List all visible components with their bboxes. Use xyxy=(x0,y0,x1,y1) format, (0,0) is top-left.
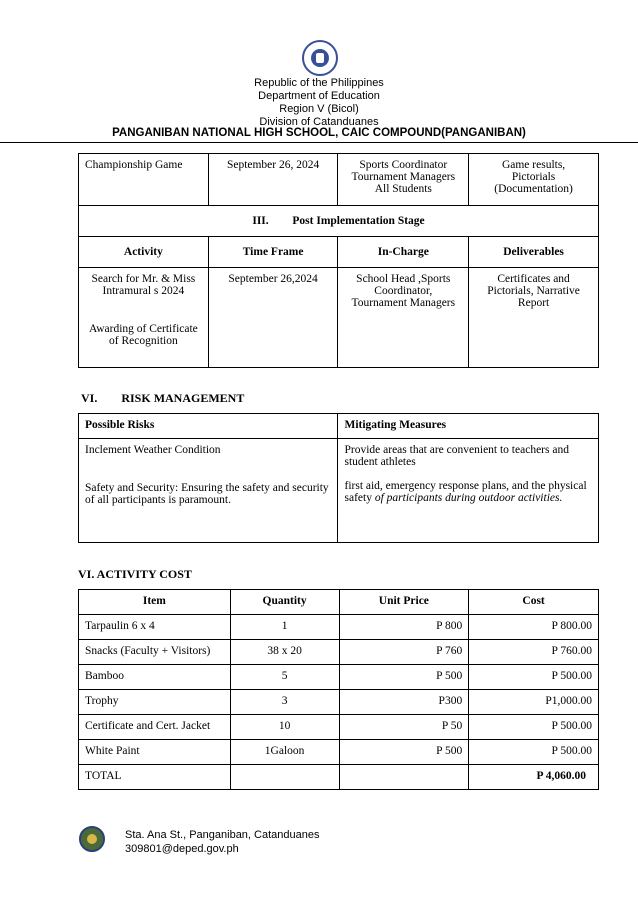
post-time: September 26,2024 xyxy=(208,268,338,368)
table-header-row xyxy=(79,237,599,268)
incharge-line: All Students xyxy=(374,183,432,195)
incharge-line: School Head ,Sports xyxy=(356,273,451,285)
cell-unit-price: P 500 xyxy=(339,740,469,765)
col-time-frame: Time Frame xyxy=(208,237,338,268)
header-divider xyxy=(0,142,638,143)
col-cost: Cost xyxy=(469,590,599,615)
cell-item: Certificate and Cert. Jacket xyxy=(79,715,231,740)
stage-heading xyxy=(79,206,599,237)
activity-line: Awarding of Certificate xyxy=(88,323,198,335)
measures-cell xyxy=(338,439,599,543)
table-row xyxy=(79,439,599,543)
cell-unit-price: P 500 xyxy=(339,665,469,690)
col-possible-risks: Possible Risks xyxy=(79,414,338,439)
table-row xyxy=(79,640,599,665)
table-row xyxy=(79,268,599,368)
cell-item: Tarpaulin 6 x 4 xyxy=(79,615,231,640)
cell-cost: P1,000.00 xyxy=(469,690,599,715)
incharge-line: Tournament Managers xyxy=(351,297,456,309)
col-deliverables: Deliverables xyxy=(469,237,599,268)
championship-deliverables xyxy=(469,154,599,206)
stage-title: Post Implementation Stage xyxy=(292,215,425,227)
col-unit-price: Unit Price xyxy=(339,590,469,615)
post-incharge xyxy=(338,268,469,368)
activity-line: Search for Mr. & Miss xyxy=(91,273,196,285)
cell-quantity: 5 xyxy=(230,665,339,690)
empty-cell xyxy=(230,765,339,790)
table-header-row xyxy=(79,590,599,615)
total-label: TOTAL xyxy=(79,765,231,790)
table-row xyxy=(79,154,599,206)
risk-item: Inclement Weather Condition xyxy=(85,444,221,456)
cell-item: Trophy xyxy=(79,690,231,715)
school-name: PANGANIBAN NATIONAL HIGH SCHOOL, CAIC COMPOUND(PANGANIBAN) xyxy=(112,127,526,139)
deped-seal-icon xyxy=(302,40,338,76)
table-row xyxy=(79,615,599,640)
cell-cost: P 800.00 xyxy=(469,615,599,640)
cell-item: Bamboo xyxy=(79,665,231,690)
table-header-row xyxy=(79,414,599,439)
cost-heading: VI. ACTIVITY COST xyxy=(78,567,192,581)
footer-address: Sta. Ana St., Panganiban, Catanduanes xyxy=(125,829,320,841)
championship-activity: Championship Game xyxy=(79,154,209,206)
risks-cell xyxy=(79,439,338,543)
stage-row xyxy=(79,206,599,237)
col-activity: Activity xyxy=(79,237,209,268)
header-line-division: Division of Catanduanes xyxy=(259,116,379,128)
risk-number: VI. xyxy=(81,391,98,405)
measure-text-italic: of participants during outdoor activities. xyxy=(374,492,563,504)
table-row xyxy=(79,690,599,715)
empty-cell xyxy=(339,765,469,790)
cell-quantity: 3 xyxy=(230,690,339,715)
deliverable-line: (Documentation) xyxy=(494,183,573,195)
deliverable-line: Pictorials xyxy=(511,171,556,183)
cell-quantity: 10 xyxy=(230,715,339,740)
table-row xyxy=(79,715,599,740)
cell-item: Snacks (Faculty + Visitors) xyxy=(79,640,231,665)
cell-cost: P 500.00 xyxy=(469,715,599,740)
measure-item xyxy=(344,480,592,504)
deliverable-line: Report xyxy=(517,297,550,309)
col-quantity: Quantity xyxy=(230,590,339,615)
cell-unit-price: P 50 xyxy=(339,715,469,740)
total-value: P 4,060.00 xyxy=(469,765,599,790)
risk-heading xyxy=(81,391,244,406)
schedule-table xyxy=(78,153,599,368)
header-line-republic: Republic of the Philippines xyxy=(254,77,384,89)
risk-title: RISK MANAGEMENT xyxy=(121,391,245,405)
total-row xyxy=(79,765,599,790)
championship-time: September 26, 2024 xyxy=(208,154,338,206)
championship-incharge xyxy=(338,154,469,206)
activity-line: Intramural s 2024 xyxy=(102,285,185,297)
table-row xyxy=(79,740,599,765)
deliverable-line: Certificates and xyxy=(497,273,570,285)
measure-item: Provide areas that are convenient to teachers and student athletes xyxy=(344,444,569,468)
cell-cost: P 760.00 xyxy=(469,640,599,665)
activity-line: of Recognition xyxy=(109,335,178,347)
deliverable-line: Game results, xyxy=(501,159,566,171)
deliverable-line: Pictorials, Narrative xyxy=(487,285,580,297)
col-mitigating-measures: Mitigating Measures xyxy=(338,414,599,439)
cell-quantity: 38 x 20 xyxy=(230,640,339,665)
post-activity xyxy=(79,268,209,368)
measure-text: first aid, emergency response plans, and the physical safety xyxy=(344,480,587,504)
cell-quantity: 1 xyxy=(230,615,339,640)
cell-quantity: 1Galoon xyxy=(230,740,339,765)
incharge-line: Tournament Managers xyxy=(351,171,456,183)
post-deliverables xyxy=(469,268,599,368)
table-row xyxy=(79,665,599,690)
header-line-region: Region V (Bicol) xyxy=(279,103,359,115)
risk-item: Safety and Security: Ensuring the safety and security of all participants is paramount. xyxy=(85,482,329,506)
cell-item: White Paint xyxy=(79,740,231,765)
col-item: Item xyxy=(79,590,231,615)
stage-number: III. xyxy=(252,215,269,227)
cell-unit-price: P 760 xyxy=(339,640,469,665)
header-line-department: Department of Education xyxy=(258,90,380,102)
incharge-line: Sports Coordinator xyxy=(359,159,448,171)
cell-unit-price: P 800 xyxy=(339,615,469,640)
school-seal-icon xyxy=(79,826,105,852)
cell-unit-price: P300 xyxy=(339,690,469,715)
cost-table xyxy=(78,589,599,790)
risk-table xyxy=(78,413,599,543)
cell-cost: P 500.00 xyxy=(469,665,599,690)
col-in-charge: In-Charge xyxy=(338,237,469,268)
cell-cost: P 500.00 xyxy=(469,740,599,765)
incharge-line: Coordinator, xyxy=(374,285,433,297)
footer-email: 309801@deped.gov.ph xyxy=(125,843,239,855)
